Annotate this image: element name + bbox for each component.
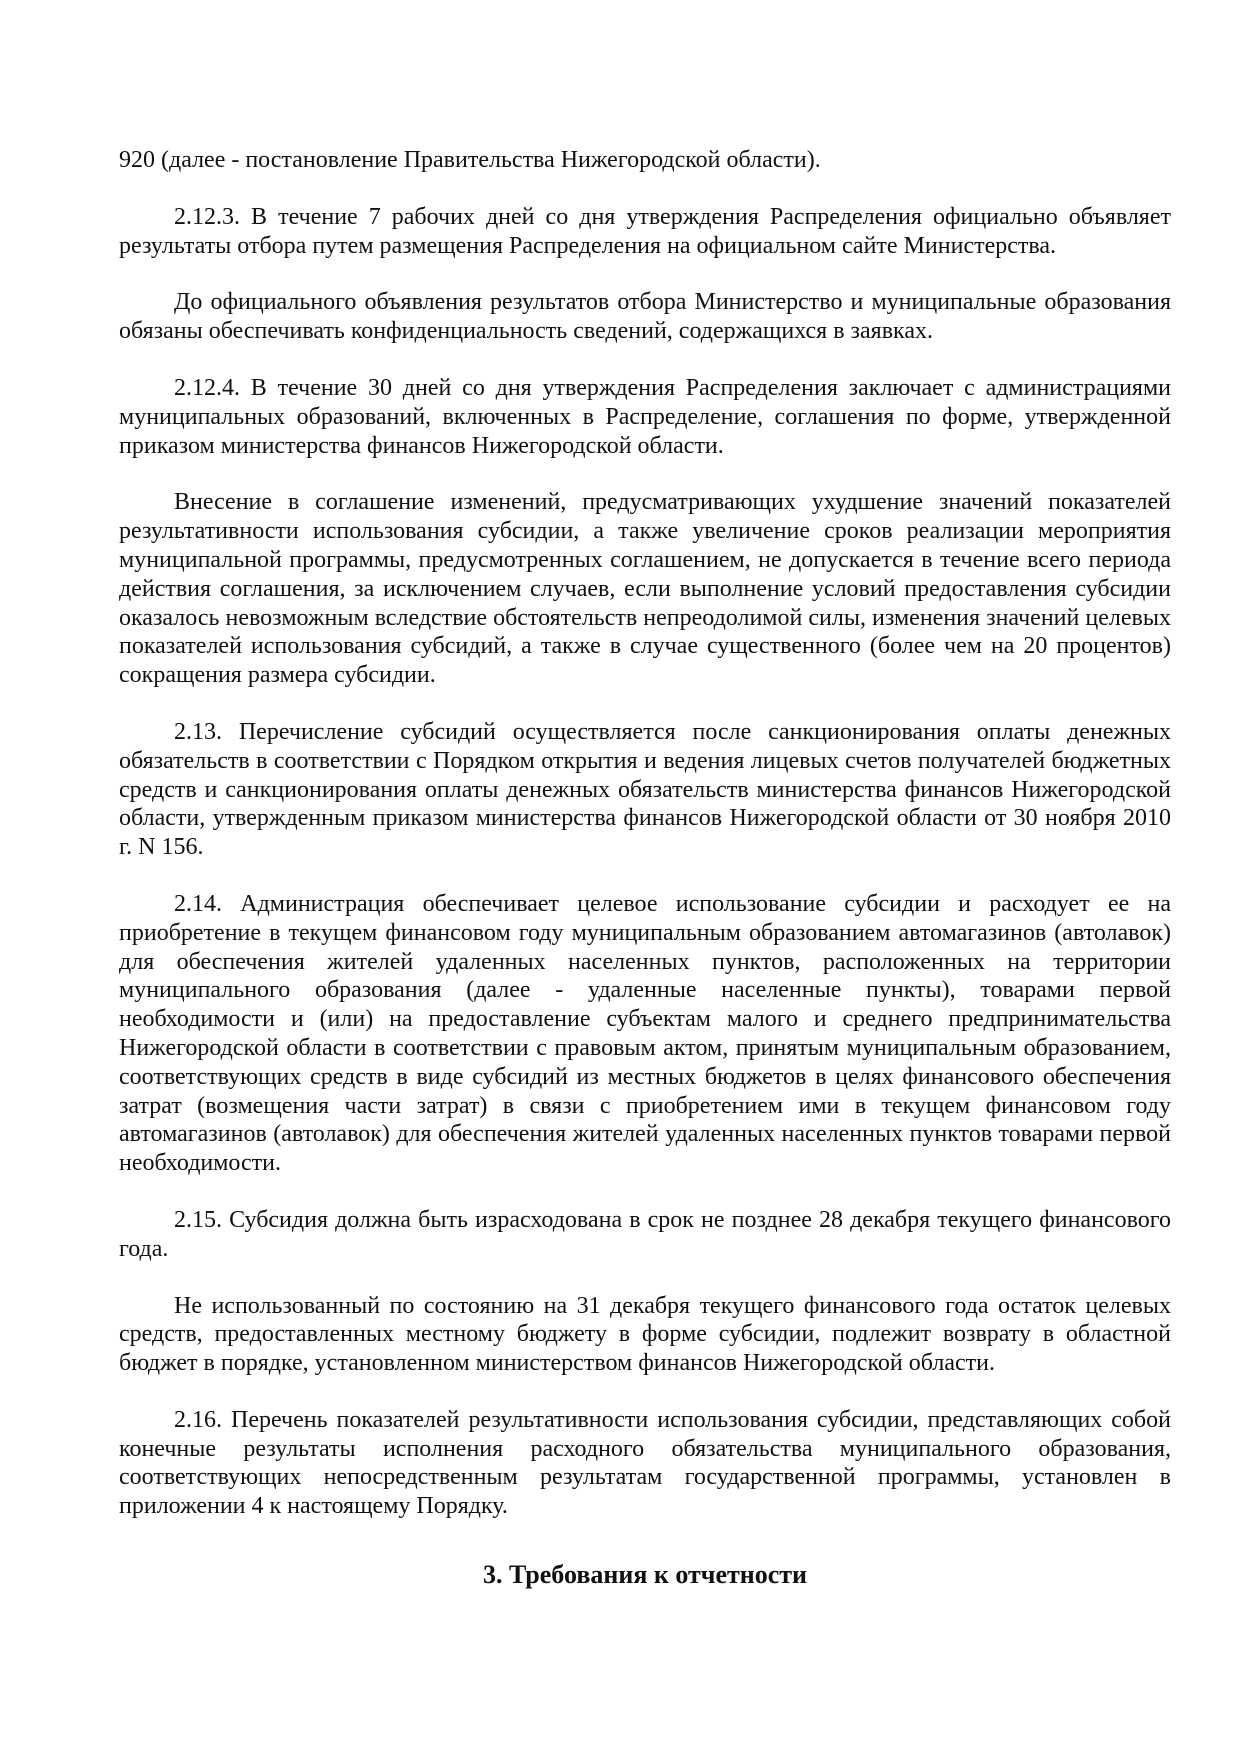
- paragraph-agreement-changes: Внесение в соглашение изменений, предусматривающих ухудшение значений показателей результативности использования субсидии, а также увеличение сроков реализации мероприятия муниципальной программы, предусмотренных соглашением, не допускается в течение всего периода действия соглашения, за исключением случаев, если выполнение условий предоставления субсидии оказалось невозможным вследствие обстоятельств непреодолимой силы, изменения значений целевых показателей использования субсидий, а также в случае существенного (более чем на 20 процентов) сокращения размера субсидии.: [119, 489, 1171, 689]
- paragraph-unused-balance: Не использованный по состоянию на 31 декабря текущего финансового года остаток целевых средств, предоставленных местному бюджету в форме субсидии, подлежит возврату в областной бюджет в порядке, установленном министерством финансов Нижегородской области.: [119, 1292, 1171, 1377]
- paragraph-2-12-4: 2.12.4. В течение 30 дней со дня утверждения Распределения заключает с администрациями муниципальных образований, включенных в Распределение, соглашения по форме, утвержденной приказом министерства финансов Нижегородской области.: [119, 374, 1171, 459]
- document-body: [119, 146, 1171, 1591]
- paragraph-2-12-3: 2.12.3. В течение 7 рабочих дней со дня утверждения Распределения официально объявляет результаты отбора путем размещения Распределения на официальном сайте Министерства.: [119, 203, 1171, 259]
- paragraph-confidentiality: До официального объявления результатов отбора Министерство и муниципальные образования обязаны обеспечивать конфиденциальность сведений, содержащихся в заявках.: [119, 289, 1171, 345]
- paragraph-2-13: 2.13. Перечисление субсидий осуществляется после санкционирования оплаты денежных обязательств в соответствии с Порядком открытия и ведения лицевых счетов получателей бюджетных средств и санкционирования оплаты денежных обязательств министерства финансов Нижегородской области, утвержденным приказом министерства финансов Нижегородской области от 30 ноября 2010 г. N 156.: [119, 718, 1171, 861]
- paragraph-2-16: 2.16. Перечень показателей результативности использования субсидии, представляющих собой конечные результаты исполнения расходного обязательства муниципального образования, соответствующих непосредственным результатам государственной программы, установлен в приложении 4 к настоящему Порядку.: [119, 1406, 1171, 1520]
- paragraph-2-14: 2.14. Администрация обеспечивает целевое использование субсидии и расходует ее на приобретение в текущем финансовом году муниципальным образованием автомагазинов (автолавок) для обеспечения жителей удаленных населенных пунктов, расположенных на территории муниципального образования (далее - удаленные населенные пункты), товарами первой необходимости и (или) на предоставление субъектам малого и среднего предпринимательства Нижегородской области в соответствии с правовым актом, принятым муниципальным образованием, соответствующих средств в виде субсидий из местных бюджетов в целях финансового обеспечения затрат (возмещения части затрат) в связи с приобретением ими в текущем финансовом году автомагазинов (автолавок) для обеспечения жителей удаленных населенных пунктов товарами первой необходимости.: [119, 890, 1171, 1177]
- paragraph-continuation: 920 (далее - постановление Правительства Нижегородской области).: [119, 147, 821, 173]
- section-heading: 3. Требования к отчетности: [482, 1560, 808, 1590]
- paragraph-2-15: 2.15. Субсидия должна быть израсходована в срок не позднее 28 декабря текущего финансового года.: [119, 1206, 1171, 1262]
